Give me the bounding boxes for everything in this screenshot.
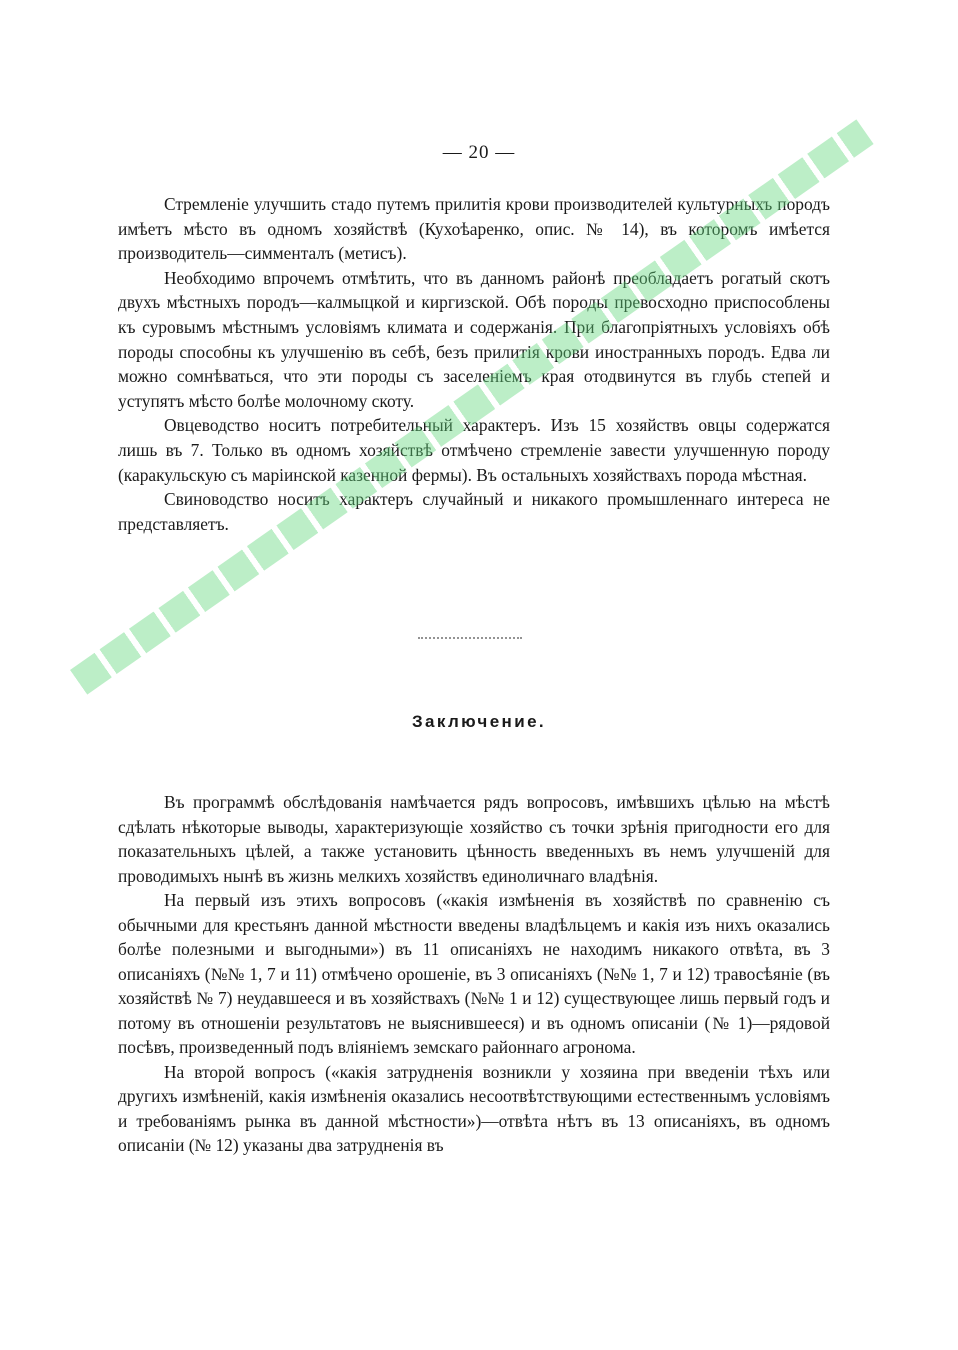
paragraph: Овцеводство носитъ потребительный характеръ. Изъ 15 хозяйствъ овцы содержатся лишь въ 7. Только въ одномъ хозяйствѣ отмѣчено стремленіе завести улучшенную породу (каракульскую съ маріинской казенной фермы). Въ остальныхъ хозяйствахъ порода мѣстная. (118, 415, 830, 485)
paragraph: На первый изъ этихъ вопросовъ («какія измѣненія въ хозяйствѣ по сравненію съ обычными для крестьянъ данной мѣстности введены владѣльцемъ и какія изъ нихъ оказались болѣе полезными и выгодными») въ 11 описаніяхъ не находимъ никакого отвѣта, въ 3 описаніяхъ (№№ 1, 7 и 11) отмѣчено орошеніе, въ 3 описаніяхъ (№№ 1, 7 и 12) травосѣяніе (въ хозяйствѣ № 7) неудавшееся и въ хозяйствахъ (№№ 1 и 12) существующее лишь первый годъ и потому въ отношеніи результатовъ не выяснившееся) и въ одномъ описаніи (№ 1)—рядовой посѣвъ, произведенный подъ вліяніемъ земскаго районнаго агронома. (118, 890, 830, 1057)
paragraph: На второй вопросъ («какія затрудненія возникли у хозяина при введеніи тѣхъ или другихъ измѣненій, какія измѣненія оказались несоотвѣтствующими естественнымъ условіямъ и требованіямъ рынка въ данной мѣстности»)—отвѣта нѣтъ въ 13 описаніяхъ, въ одномъ описаніи (№ 12) указаны два затрудненія въ (118, 1061, 830, 1155)
paragraph: Свиноводство носитъ характеръ случайный и никакого промышленнаго интереса не представляетъ. (118, 489, 830, 534)
section-separator (418, 637, 522, 642)
conclusion-section (118, 790, 830, 1158)
livestock-section (118, 192, 830, 536)
paragraph: Стремленіе улучшить стадо путемъ прилитія крови производителей культурныхъ породъ имѣетъ мѣсто въ одномъ хозяйствѣ (Кухоѣаренко, опис. № 14), въ которомъ имѣется производитель—симменталъ (метисъ). (118, 194, 830, 264)
paragraph: Необходимо впрочемъ отмѣтить, что въ данномъ районѣ преобладаетъ рогатый скотъ двухъ мѣстныхъ породъ—калмыцкой и киргизской. Обѣ породы превосходно приспособлены къ суровымъ мѣстнымъ условіямъ климата и содержанія. При благопріятныхъ условіяхъ обѣ породы способны къ улучшенію въ себѣ, безъ прилитія крови иностранныхъ породъ. Едва ли можно сомнѣваться, что эти породы съ заселеніемъ края отодвинутся въ глубь степей и уступятъ мѣсто болѣе молочному скоту. (118, 267, 830, 411)
page-number: — 20 — (442, 142, 516, 163)
paragraph: Въ программѣ обслѣдованія намѣчается рядъ вопросовъ, имѣвшихъ цѣлью на мѣстѣ сдѣлать нѣкоторые выводы, характеризующіе хозяйство съ точки зрѣнія пригодности его для показательныхъ цѣлей, а также установить цѣнность введенныхъ въ немъ улучшеній для проводимыхъ нынѣ въ жизнь мелкихъ хозяйствъ единоличнаго владѣнія. (118, 792, 830, 886)
section-heading: Заключение. (411, 712, 547, 731)
